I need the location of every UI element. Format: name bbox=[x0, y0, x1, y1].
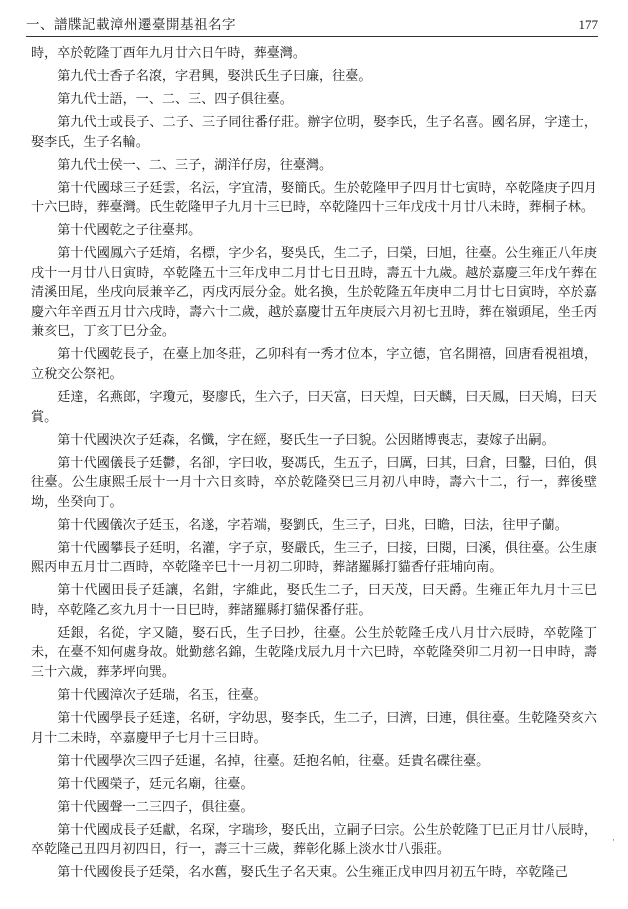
paragraph: 第十代國學次三四子廷暹，名掉，往臺。廷抱名帕，往臺。廷貴名碟往臺。 bbox=[57, 753, 490, 769]
paragraph: 第十代國乾長子，在臺上加冬莊，乙卯科有一秀才位本，字立德，官名開禧，回唐看視祖墳，立稅交公祭祀。 bbox=[31, 347, 597, 383]
paragraph: 第十代國田長子廷讓，名鉗，字維此，娶氏生二子，曰天茂，曰天爵。生雍正年九月十三巳時，卒乾隆乙亥九月十一日巳時，葬諸羅縣打貓保番仔莊。 bbox=[31, 583, 597, 618]
paragraph: 廷達，名燕郎，字瓊元，娶廖氏，生六子，曰天富，曰天煌，曰天麟，曰天鳳，曰天鳩，曰天賞。 bbox=[31, 390, 597, 425]
paragraph: 時，卒於乾隆丁酉年九月廿六日午時，葬臺灣。 bbox=[31, 46, 306, 61]
page-number: 177 bbox=[578, 17, 598, 32]
paragraph: 第九代士香子名滾，字君興，娶洪氏生子曰廉，往臺。 bbox=[57, 68, 372, 84]
paragraph: 第十代國儀長子廷鬱，名卻，字曰收，娶馮氏，生五子，曰厲，曰其，曰倉，曰鑿，曰伯，俱往臺。公生康熙壬辰十一月十六日亥時，卒於乾隆癸巳三月初八申時，壽六十二，行一，葬後壁坳，坐癸向丁。 bbox=[31, 455, 597, 510]
paragraph: 第十代國榮子，廷元名廟，往臺。 bbox=[57, 776, 254, 792]
paragraph: 第九代士或長子、二子、三子同往番仔莊。辦字位明，娶李氏，生子名喜。國名屏，字達士，娶李氏，生子名輪。 bbox=[31, 114, 597, 150]
paragraph: 第十代國學長子廷達，名研，字幼思，娶李氏，生二子，曰濟，曰連，俱往臺。生乾隆癸亥六月十二未時，卒嘉慶甲子七月十三日時。 bbox=[31, 711, 597, 746]
paragraph: 第九代士語，一、二、三、四子俱往臺。 bbox=[57, 91, 293, 107]
header-title: 一、譜牒記載漳州遷臺開基祖名字 bbox=[26, 17, 236, 33]
body-text bbox=[31, 44, 597, 886]
paragraph: 第十代國儀次子廷玉，名遂，字若端，娶劉氏，生三子，曰兆，曰瞻，曰法，往甲子蘭。 bbox=[57, 517, 568, 533]
paragraph: 第十代國漳次子廷瑞，名玉，往臺。 bbox=[57, 688, 267, 704]
paragraph: 第十代國鳳六子廷焴，名標，字少名，娶吳氏，生二子，曰榮，曰旭，往臺。公生雍正八年庚戌十一月廿八日寅時，卒乾隆五十三年戊申二月廿七日丑時，壽五十九歲。越於嘉慶三年戊午葬在清溪田尾，坐戌向辰兼辛乙，丙戌丙辰分金。妣名換，生於乾隆五年庚申二月廿七日寅時，卒於嘉慶六年辛酉五月廿六戌時，壽六十二歲，越於嘉慶廿五年庚辰六月初七丑時，葬在嶺頭尾，坐壬丙兼亥巳，丁亥丁巳分金。 bbox=[31, 246, 597, 340]
paragraph: 第十代國聲一二三四子，俱往臺。 bbox=[57, 799, 254, 815]
paragraph: 第十代國俊長子廷榮，名水舊，娶氏生子名天東。公生雍正戊申四月初五午時，卒乾隆己 bbox=[57, 865, 568, 881]
paragraph: 第十代國乾之子往臺邦。 bbox=[57, 223, 202, 239]
paragraph: 第十代國泱次子廷森，名懺，字在經，娶氏生一子曰貌。公因賭博喪志，妻嫁子出嗣。 bbox=[57, 432, 555, 448]
running-header bbox=[26, 14, 598, 37]
margin-mark: · bbox=[612, 836, 615, 846]
paragraph: 廷銀，名從，字又隨，娶石氏，生子曰抄，往臺。公生於乾隆壬戌八月廿六辰時，卒乾隆丁未，在臺不知何處身故。妣勤慈名錦，生乾隆戊辰九月十六巳時，卒乾隆癸卯二月初一日申時，壽三十六歲，葬茅坪向巽。 bbox=[31, 625, 597, 681]
paragraph: 第九代士侯一、二、三子，湖洋仔房，往臺灣。 bbox=[57, 157, 333, 173]
paragraph: 第十代國攀長子廷明，名灌，字子京，娶嚴氏，生三子，曰接，曰閱，曰溪，俱往臺。公生康熙丙申五月廿二酉時，卒乾隆辛巳十一月初二卯時，葬諸羅縣打貓香仔莊埔向南。 bbox=[31, 540, 597, 576]
paragraph: 第十代國成長子廷獻，名琛，字瑞珍，娶氏出，立嗣子曰宗。公生於乾隆丁巳正月廿八辰時，卒乾隆己丑四月初四日，行一，壽三十三歲，葬彰化縣上淡水廿八張莊。 bbox=[31, 822, 597, 858]
paragraph: 第十代國球三子廷雲，名沄，字宜清，娶簡氏。生於乾隆甲子四月廿七寅時，卒乾隆庚子四月十六巳時，葬臺灣。氏生乾隆甲子九月十三巳時，卒乾隆四十三年戊戌十月廿八未時，葬桐子林。 bbox=[31, 180, 597, 216]
